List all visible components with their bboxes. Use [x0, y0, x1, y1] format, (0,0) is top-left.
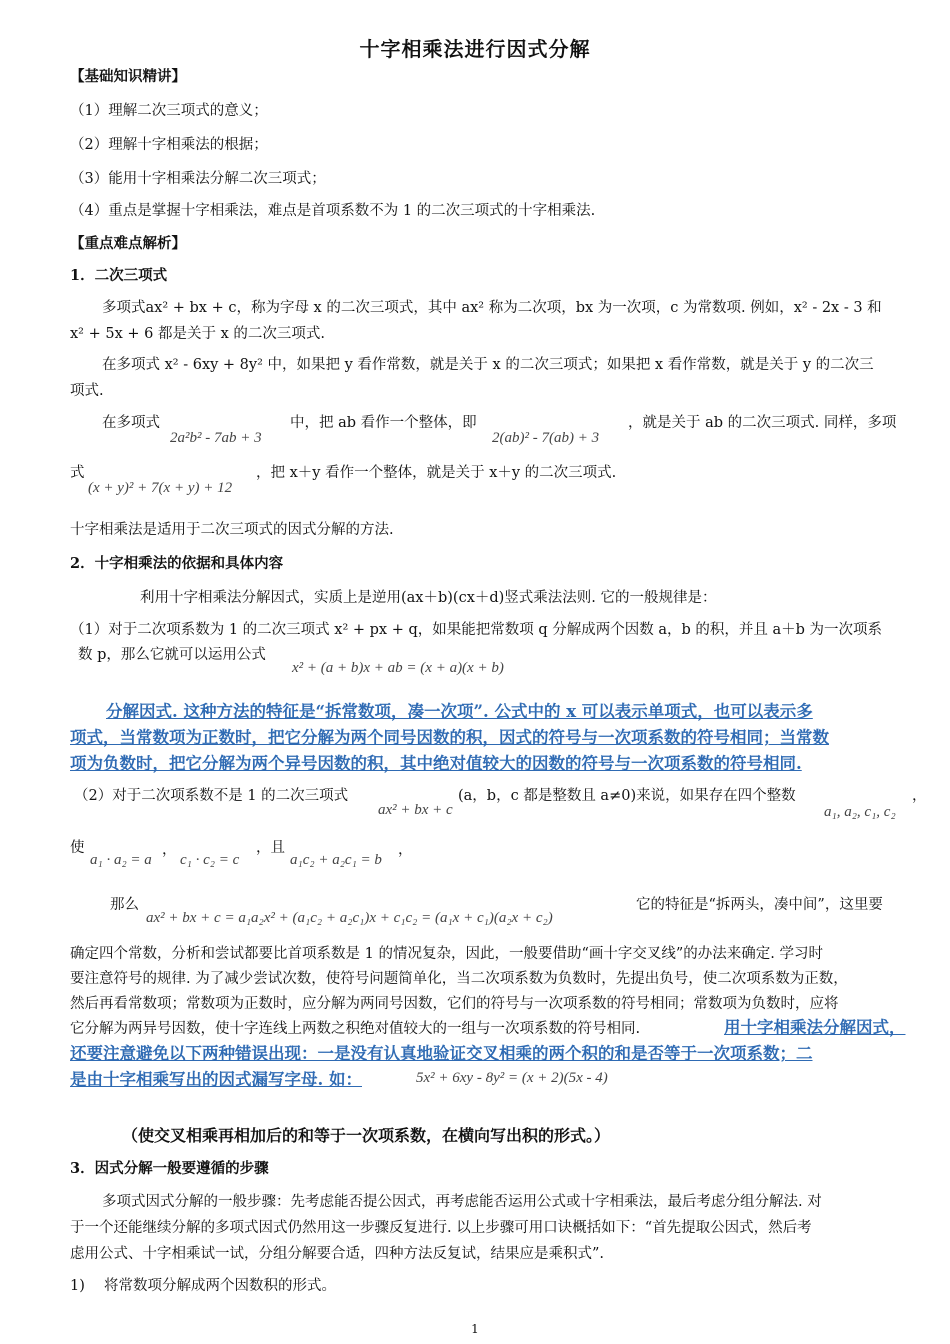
highlight-2-line-3: 是由十字相乘写出的因式漏写字母. 如： [70, 1070, 362, 1089]
para-10-text-b: 它的特征是“拆两头，凑中间”，这里要 [636, 897, 883, 913]
formula-four-ints: a₁, a₂, c₁, c₂ [824, 804, 896, 820]
para-6: 利用十字相乘法分解因式，实质上是逆用(ax＋b)(cx＋d)竖式乘法法则. 它的一般规律是： [140, 590, 717, 606]
para-8-text-b: (a，b，c 都是整数且 a≠0)来说，如果存在四个整数 [458, 788, 796, 804]
heading-3: 3．因式分解一般要遵循的步骤 [70, 1160, 269, 1177]
highlight-1-line-1: 分解因式. 这种方法的特征是“拆常数项，凑一次项”. 公式中的 x 可以表示单项式，也可以表示多 [106, 702, 813, 721]
para-11-line-2: 要注意符号的规律. 为了减少尝试次数，使符号问题简单化，当二次项系数为负数时，先提出负号，使二次项系数为正数， [70, 971, 848, 987]
para-13-line-3: 虑用公式、十字相乘试一试，分组分解要合适，四种方法反复试，结果应是乘积式”. [70, 1246, 605, 1262]
formula-a1a2: a₁ · a₂ = a [90, 852, 152, 868]
para-1-line-1: 多项式ax² + bx + c，称为字母 x 的二次三项式，其中 ax² 称为二次项，bx 为一次项，c 为常数项. 例如，x² - 2x - 3 和 [102, 300, 882, 316]
basic-item-3: （3）能用十字相乘法分解二次三项式； [70, 171, 326, 187]
para-14: 1) 将常数项分解成两个因数积的形式。 [70, 1278, 336, 1294]
para-8-text-a: （2）对于二次项系数不是 1 的二次三项式 [74, 788, 349, 804]
basic-item-1: （1）理解二次三项式的意义； [70, 103, 268, 119]
highlight-2-line-1: 用十字相乘法分解因式， [724, 1018, 906, 1037]
page-number: 1 [471, 1322, 479, 1336]
para-3-text-a: 在多项式 [102, 415, 160, 431]
para-4-text-b: ，把 x＋y 看作一个整体，就是关于 x＋y 的二次三项式. [256, 465, 617, 481]
para-9-sep: ， [162, 842, 177, 858]
para-9-text-b: ，且 [256, 840, 285, 856]
highlight-2-line-2: 还要注意避免以下两种错误出现：一是没有认真地验证交叉相乘的两个积的和是否等于一次项系数；二 [70, 1044, 813, 1063]
para-2-line-2: 项式. [70, 383, 104, 399]
para-8-end: ， [912, 788, 927, 804]
para-4-text-a: 式 [70, 465, 85, 481]
formula-2a2b2: 2a²b² - 7ab + 3 [170, 430, 262, 446]
para-3-text-b: 中，把 ab 看作一个整体，即 [290, 415, 477, 431]
highlight-1-line-2: 项式，当常数项为正数时，把它分解为两个同号因数的积，因式的符号与一次项系数的符号相同；当常数 [70, 728, 829, 747]
para-9-text-a: 使 [70, 840, 85, 856]
para-3-text-c: ，就是关于 ab 的二次三项式. 同样，多项 [628, 415, 897, 431]
heading-1: 1．二次三项式 [70, 267, 168, 284]
para-13-line-1: 多项式因式分解的一般步骤：先考虑能否提公因式，再考虑能否运用公式或十字相乘法，最后考虑分组分解法. 对 [102, 1194, 822, 1210]
formula-b: a₁c₂ + a₂c₁ = b [290, 852, 382, 868]
para-13-line-2: 于一个还能继续分解的多项式因式仍然用这一步骤反复进行. 以上步骤可用口诀概括如下：“首先提取公因式，然后考 [70, 1220, 812, 1236]
para-7-line-1: （1）对于二次项系数为 1 的二次三项式 x² + px + q，如果能把常数项 q 分解成两个因数 a，b 的积，并且 a＋b 为一次项系 [70, 622, 883, 638]
formula-2ab: 2(ab)² - 7(ab) + 3 [492, 430, 600, 446]
para-1-line-2: x² + 5x + 6 都是关于 x 的二次三项式. [70, 326, 325, 342]
formula-c1c2: c₁ · c₂ = c [180, 852, 240, 868]
page-title: 十字相乘法进行因式分解 [359, 37, 591, 61]
para-10-text-a: 那么 [110, 897, 139, 913]
para-11-line-3: 然后再看常数项；常数项为正数时，应分解为两同号因数，它们的符号与一次项系数的符号相同；常数项为负数时，应将 [70, 996, 839, 1012]
para-11-line-1: 确定四个常数，分析和尝试都要比首项系数是 1 的情况复杂，因此，一般要借助“画十字交叉线”的办法来确定. 学习时 [70, 946, 823, 962]
para-11-line-4: 它分解为两异号因数，使十字连线上两数之积绝对值较大的一组与一次项系数的符号相同. [70, 1021, 641, 1037]
note-line: （使交叉相乘再相加后的和等于一次项系数，在横向写出积的形式。） [122, 1126, 611, 1145]
para-7-line-2: 数 p，那么它就可以运用公式 [78, 647, 266, 663]
para-9-end: ， [398, 842, 413, 858]
para-2-line-1: 在多项式 x² - 6xy + 8y² 中，如果把 y 看作常数，就是关于 x 的二次三项式；如果把 x 看作常数，就是关于 y 的二次三 [102, 357, 874, 373]
formula-factor-basic: x² + (a + b)x + ab = (x + a)(x + b) [292, 660, 504, 676]
formula-example: 5x² + 6xy - 8y² = (x + 2)(5x - 4) [416, 1070, 608, 1086]
section-heading-key: 【重点难点解析】 [70, 235, 186, 252]
formula-general: ax² + bx + c = a₁a₂x² + (a₁c₂ + a₂c₁)x + c₁c₂ = (a₁x + c₁)(a₂x + c₂) [146, 910, 553, 926]
para-5: 十字相乘法是适用于二次三项式的因式分解的方法. [70, 522, 394, 538]
highlight-1-line-3: 项为负数时，把它分解为两个异号因数的积，其中绝对值较大的因数的符号与一次项系数的符号相同. [70, 754, 802, 773]
formula-xy: (x + y)² + 7(x + y) + 12 [88, 480, 233, 496]
heading-2: 2．十字相乘法的依据和具体内容 [70, 555, 284, 572]
basic-item-2: （2）理解十字相乘法的根据； [70, 137, 268, 153]
section-heading-basic: 【基础知识精讲】 [70, 68, 186, 85]
basic-item-4: （4）重点是掌握十字相乘法，难点是首项系数不为 1 的二次三项式的十字相乘法. [70, 203, 596, 219]
formula-ax2: ax² + bx + c [378, 802, 453, 818]
